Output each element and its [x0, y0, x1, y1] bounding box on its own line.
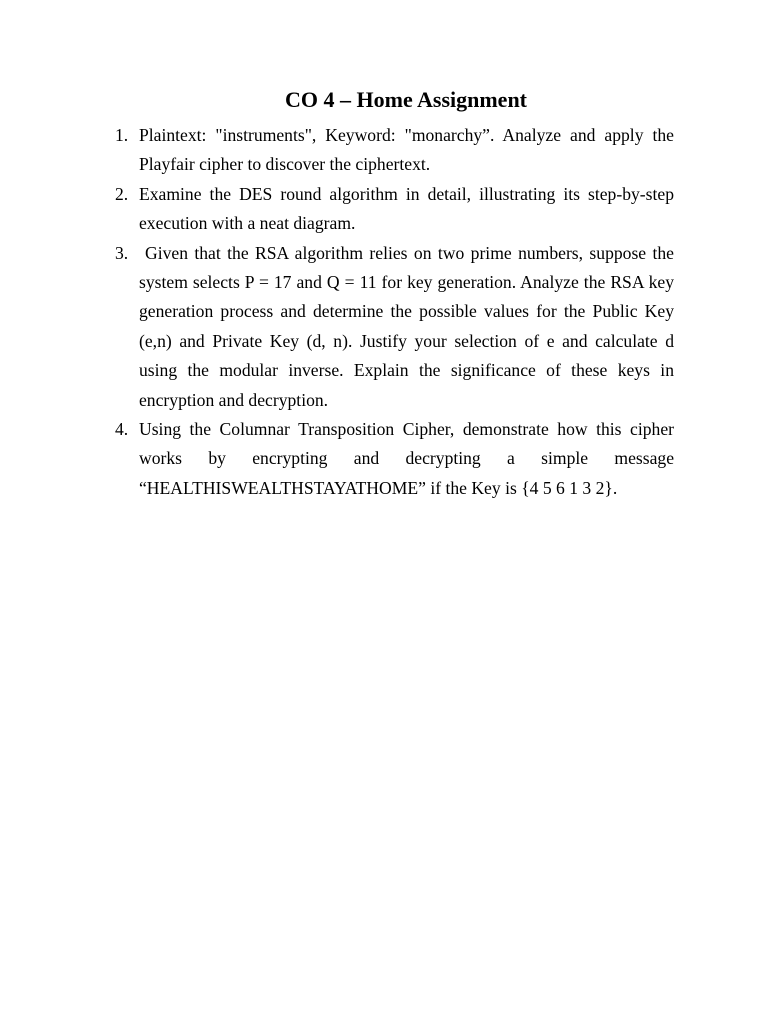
- question-text: Plaintext: "instruments", Keyword: "monarchy”. Analyze and apply the Playfair cipher to discover the ciphertext.: [139, 125, 674, 175]
- question-text: Using the Columnar Transposition Cipher, demonstrate how this cipher works by encrypting and decrypting a simple message “HEALTHISWEALTHSTAYATHOME” if the Key is {4 5 6 1 3 2}.: [139, 419, 674, 498]
- question-number: 3.: [115, 242, 129, 263]
- question-item-4: [109, 415, 674, 503]
- question-number: 2.: [115, 183, 129, 204]
- question-number: 4.: [115, 419, 129, 440]
- question-number: 1.: [115, 125, 129, 145]
- question-item-3: [109, 239, 674, 415]
- question-text-content: Given that the RSA algorithm relies on two prime numbers, suppose the system selects P = 17 and Q = 11 for key generation. Analyze the RSA key generation process and determine the possible values for the Public Key (e,n) and Private Key (d, n). Justify your selection of e and calculate d using the modular inverse. Explain the significance of these keys in encryption and decryption.: [139, 242, 674, 410]
- question-item-2: [109, 180, 674, 239]
- question-text: Examine the DES round algorithm in detail, illustrating its step-by-step execution with a neat diagram.: [139, 183, 674, 234]
- question-text: [139, 239, 674, 415]
- question-item-1: [109, 121, 674, 180]
- question-list: [109, 121, 674, 503]
- document-title: CO 4 – Home Assignment: [285, 87, 527, 112]
